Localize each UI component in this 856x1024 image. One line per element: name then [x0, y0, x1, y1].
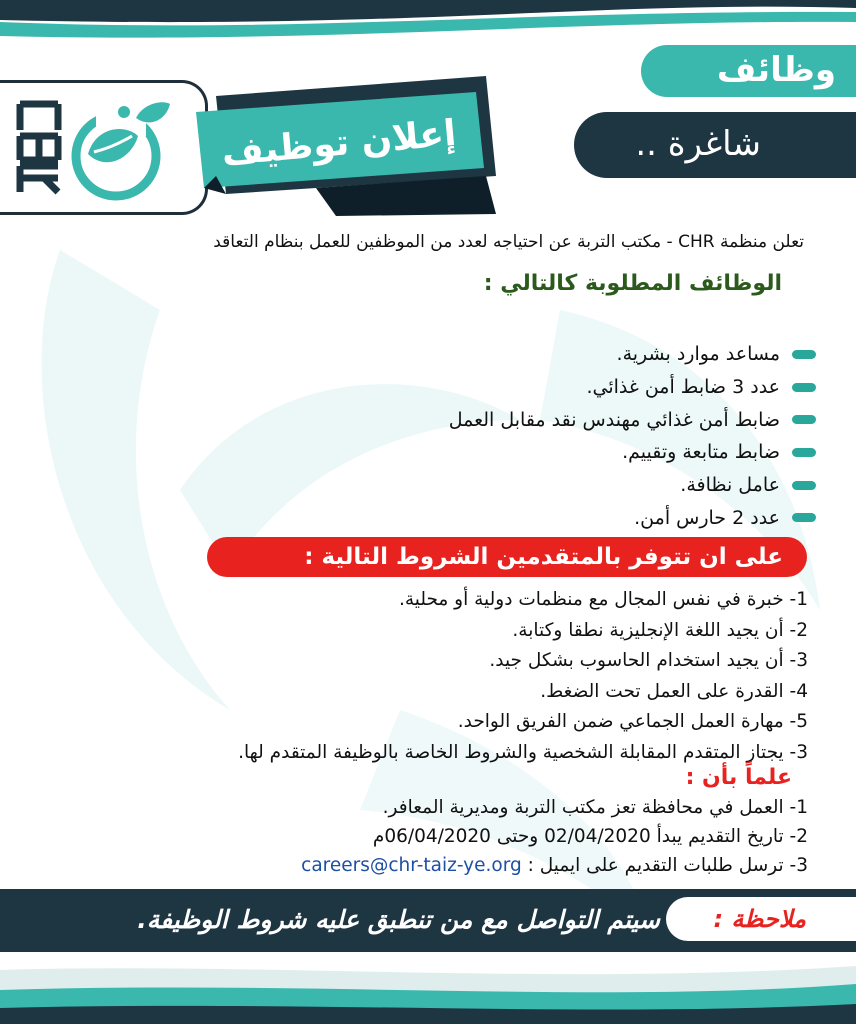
notice-title: علماً بأن :: [685, 765, 792, 790]
conditions-title: على ان تتوفر بالمتقدمين الشروط التالية :: [207, 537, 807, 577]
list-item: عامل نظافة.: [216, 469, 816, 502]
jobs-section-title: الوظائف المطلوبة كالتالي :: [483, 271, 782, 296]
intro-text: تعلن منظمة CHR - مكتب التربة عن احتياجه لعدد من الموظفين للعمل بنظام التعاقد: [213, 232, 804, 252]
bullet-icon: [792, 350, 816, 359]
list-item: مساعد موارد بشرية.: [216, 338, 816, 371]
list-item: ضابط أمن غذائي مهندس نقد مقابل العمل: [216, 403, 816, 436]
list-item: ضابط متابعة وتقييم.: [216, 436, 816, 469]
list-item: 1- العمل في محافظة تعز مكتب التربة ومديرية المعافر.: [382, 797, 808, 818]
bottom-decoration: [0, 960, 856, 1024]
bullet-icon: [792, 513, 816, 522]
list-item: 1- خبرة في نفس المجال مع منظمات دولية أو محلية.: [398, 589, 808, 610]
list-item: عدد 2 حارس أمن.: [216, 501, 816, 534]
list-item: 3- يجتاز المتقدم المقابلة الشخصية والشروط الخاصة بالوظيفة المتقدم لها.: [238, 741, 808, 763]
list-item: 4- القدرة على العمل تحت الضغط.: [540, 680, 808, 702]
list-item: 5- مهارة العمل الجماعي ضمن الفريق الواحد.: [457, 711, 808, 732]
list-item: 2- أن يجيد اللغة الإنجليزية نطقا وكتابة.: [512, 619, 808, 641]
list-item: عدد 3 ضابط أمن غذائي.: [216, 371, 816, 404]
bullet-icon: [792, 415, 816, 424]
vacant-heading: شاغرة ..: [574, 112, 856, 178]
email-prefix: 3- ترسل طلبات التقديم على ايميل :: [521, 855, 808, 876]
chr-logo-letters: [14, 100, 66, 195]
job-list: [216, 338, 816, 534]
conditions-list: [28, 585, 808, 768]
notice-list: [108, 793, 808, 880]
list-item: 3- أن يجيد استخدام الحاسوب بشكل جيد.: [489, 650, 808, 671]
bullet-icon: [792, 448, 816, 457]
note-text: سيتم التواصل مع من تنطبق عليه شروط الوظيفة.: [137, 905, 660, 934]
announcement-title: إعلان توظيف: [220, 112, 458, 175]
jobs-heading: وظائف: [641, 45, 856, 97]
email-link[interactable]: careers@chr-taiz-ye.org: [301, 855, 522, 876]
leaf-logo-icon: [66, 96, 176, 206]
list-item: 2- تاريخ التقديم يبدأ 02/04/2020 وحتى 06/04/2020م: [372, 826, 808, 847]
bullet-icon: [792, 383, 816, 392]
note-label: ملاحظة :: [666, 897, 856, 941]
bullet-icon: [792, 481, 816, 490]
list-item: [108, 851, 808, 880]
